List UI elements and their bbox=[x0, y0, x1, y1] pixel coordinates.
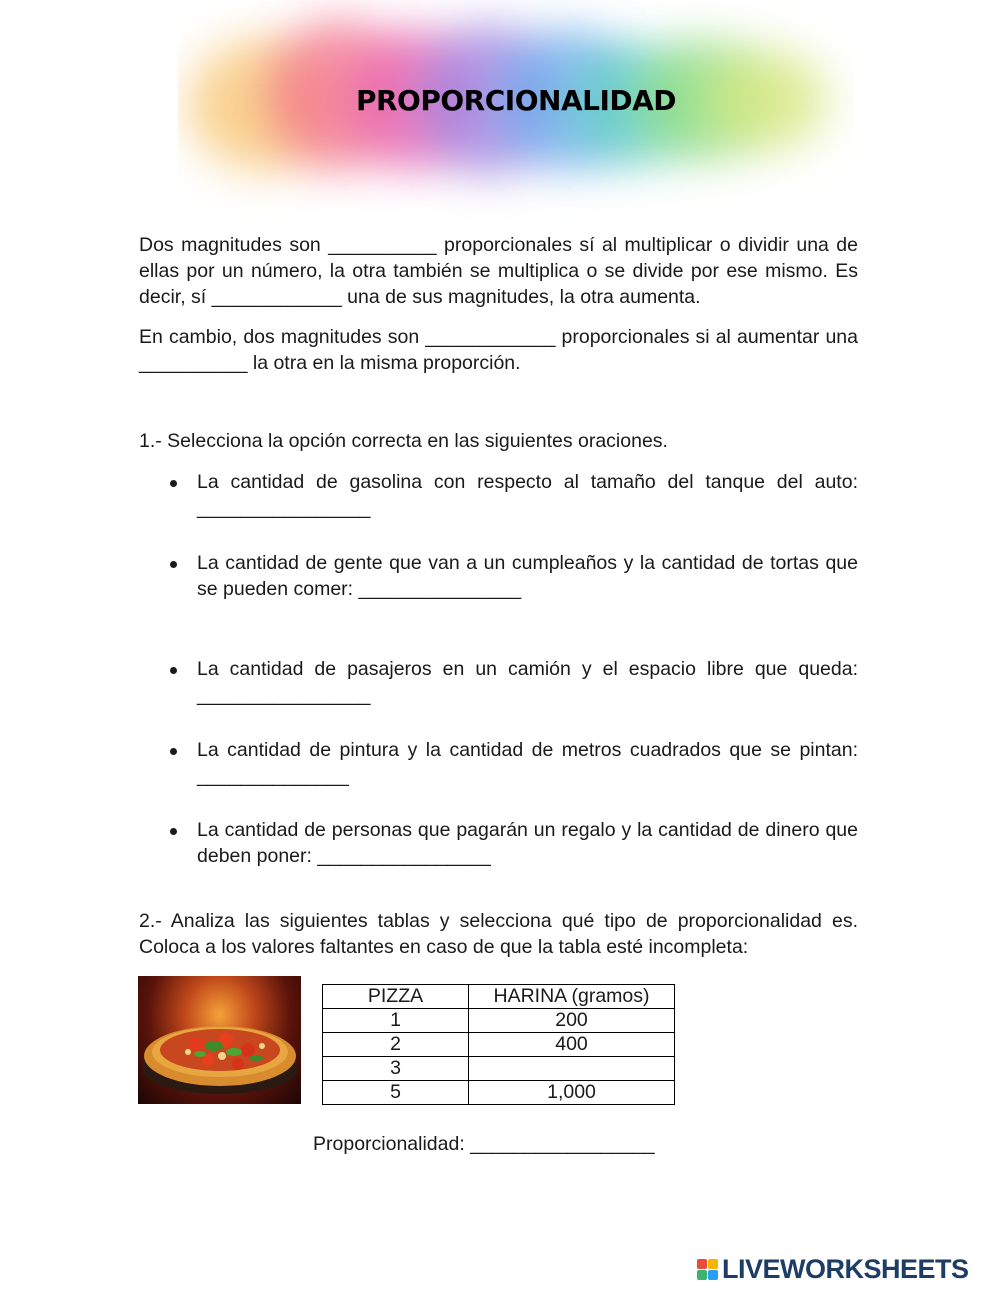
header-banner bbox=[178, 0, 854, 218]
proportionality-answer-line: Proporcionalidad: _________________ bbox=[313, 1133, 655, 1155]
intro-text-1: Dos magnitudes son __________ proporcionales sí al multiplicar o dividir una de ellas por un número, la otra también se multiplica o se divide por ese mismo. Es decir, sí ____________ una de sus magnitudes, la otra aumenta. bbox=[139, 234, 858, 308]
table-cell: 200 bbox=[469, 1009, 675, 1033]
intro-paragraph-1 bbox=[139, 232, 858, 310]
table-header-cell: PIZZA bbox=[323, 985, 469, 1009]
question-1-heading: 1.- Selecciona la opción correcta en las siguientes oraciones. bbox=[139, 430, 668, 452]
list-item-text: La cantidad de gente que van a un cumpleaños y la cantidad de tortas que se pueden comer: _______________ bbox=[197, 552, 858, 600]
pizza-image bbox=[138, 976, 301, 1104]
table-row bbox=[323, 1009, 675, 1033]
page-title: PROPORCIONALIDAD bbox=[355, 84, 677, 117]
logo-icon bbox=[697, 1259, 718, 1280]
table-cell: 5 bbox=[323, 1081, 469, 1105]
pizza-illustration bbox=[138, 976, 301, 1104]
table-row bbox=[323, 1033, 675, 1057]
table-cell: 400 bbox=[469, 1033, 675, 1057]
list-item-text: La cantidad de personas que pagarán un regalo y la cantidad de dinero que deben poner: ________________ bbox=[197, 819, 858, 867]
table-row bbox=[323, 1081, 675, 1105]
list-item bbox=[197, 469, 858, 521]
bullet-icon bbox=[170, 828, 177, 835]
table-cell: 3 bbox=[323, 1057, 469, 1081]
bullet-icon bbox=[170, 480, 177, 487]
list-item bbox=[197, 656, 858, 708]
liveworksheets-logo bbox=[697, 1253, 969, 1285]
question-2-text: 2.- Analiza las siguientes tablas y selecciona qué tipo de proporcionalidad es. Coloca a los valores faltantes en caso de que la tabla esté incompleta: bbox=[139, 910, 858, 958]
table-cell-blank[interactable] bbox=[469, 1057, 675, 1081]
list-item-text: La cantidad de gasolina con respecto al tamaño del tanque del auto: ________________ bbox=[197, 471, 858, 519]
table-header-row bbox=[323, 985, 675, 1009]
logo-text: LIVEWORKSHEETS bbox=[722, 1253, 969, 1284]
table-header-cell: HARINA (gramos) bbox=[469, 985, 675, 1009]
list-item-text: La cantidad de pasajeros en un camión y el espacio libre que queda: ________________ bbox=[197, 658, 858, 706]
table-cell: 1,000 bbox=[469, 1081, 675, 1105]
list-item-text: La cantidad de pintura y la cantidad de metros cuadrados que se pintan: ______________ bbox=[197, 739, 858, 787]
list-item bbox=[197, 737, 858, 789]
bullet-icon bbox=[170, 667, 177, 674]
table-row bbox=[323, 1057, 675, 1081]
intro-paragraph-2 bbox=[139, 324, 858, 376]
table-cell: 1 bbox=[323, 1009, 469, 1033]
list-item bbox=[197, 817, 858, 869]
list-item bbox=[197, 550, 858, 602]
bullet-icon bbox=[170, 748, 177, 755]
table-cell: 2 bbox=[323, 1033, 469, 1057]
intro-text-2: En cambio, dos magnitudes son ____________ proporcionales si al aumentar una __________ la otra en la misma proporción. bbox=[139, 326, 858, 374]
question-2-heading bbox=[139, 908, 858, 960]
bullet-icon bbox=[170, 561, 177, 568]
pizza-table bbox=[322, 984, 675, 1105]
